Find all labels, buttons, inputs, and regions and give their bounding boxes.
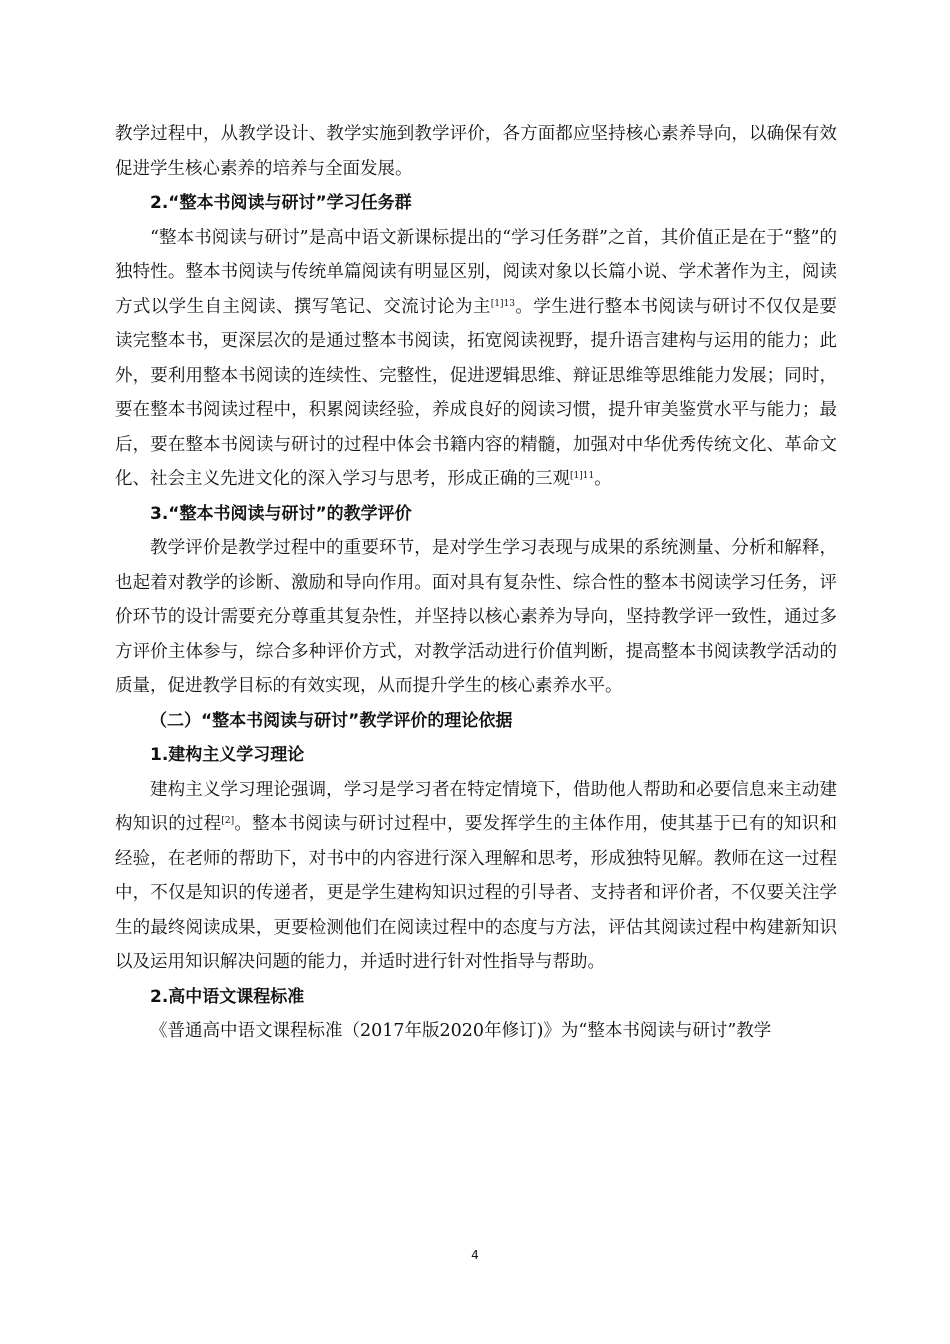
page-number: 4: [471, 1248, 479, 1262]
heading-2: 2.“整本书阅读与研讨”学习任务群: [150, 193, 412, 213]
text-run: 。学生进行整本书阅读与研讨不仅仅是要读完整本书，更深层次的是通过整本书阅读，拓宽阅读视野，提升语言建构与运用的能力；此外，要利用整本书阅读的连续性、完整性，促进逻辑思维、辩证思维等思维能力发展；同时，要在整本书阅读过程中，积累阅读经验，养成良好的阅读习惯，提升审美鉴赏水平与能力；最后，要在整本书阅读与研讨的过程中体会书籍内容的精髓，加强对中华优秀传统文化、革命文化、社会主义先进文化的深入学习与思考，形成正确的三观: [115, 296, 838, 489]
paragraph-curriculum-standard: 《普通高中语文课程标准（2017年版2020年修订)》为“整本书阅读与研讨”教学: [150, 1021, 772, 1041]
text-run: 。整本书阅读与研讨过程中，要发挥学生的主体作用，使其基于已有的知识和经验，在老师的帮助下，对书中的内容进行深入理解和思考，形成独特见解。教师在这一过程中，不仅是知识的传递者，更是学生建构知识过程的引导者、支持者和评价者，不仅要关注学生的最终阅读成果，更要检测他们在阅读过程中的态度与方法，评估其阅读过程中构建新知识以及运用知识解决问题的能力，并适时进行针对性指导与帮助。: [115, 814, 838, 972]
text-run: 建构主义学习理论强调，学习是学习者在特定情境下，借助他人帮助和必要信息来主动建构知识的过程: [115, 779, 837, 834]
text-run: “整本书阅读与研讨”是高中语文新课标提出的“学习任务群”之首，其价值正是在于“整”的独特性。整本书阅读与传统单篇阅读有明显区别，阅读对象以长篇小说、学术著作为主，阅读方式以学生自主阅读、撰写笔记、交流讨论为主: [115, 227, 837, 317]
paragraph-constructivism: [115, 773, 837, 980]
subheading-curriculum-standard: 2.高中语文课程标准: [150, 986, 305, 1007]
section-heading: （二）“整本书阅读与研讨”教学评价的理论依据: [150, 710, 513, 731]
citation-ref: [1]11: [570, 471, 595, 481]
text-run: 。: [594, 469, 612, 489]
citation-ref: [1]13: [490, 298, 515, 309]
document-page: [115, 117, 837, 1049]
heading-3: 3.“整本书阅读与研讨”的教学评价: [150, 503, 412, 524]
paragraph-evaluation: 教学评价是教学过程中的重要环节，是对学生学习表现与成果的系统测量、分析和解释，也起着对教学的诊断、激励和导向作用。面对具有复杂性、综合性的整本书阅读学习任务，评价环节的设计需要充分尊重其复杂性，并坚持以核心素养为导向，坚持教学评一致性，通过多方评价主体参与，综合多种评价方式，对教学活动进行价值判断，提高整本书阅读教学活动的质量，促进教学目标的有效实现，从而提升学生的核心素养水平。: [115, 538, 837, 696]
paragraph-task-group: [115, 221, 837, 497]
paragraph-continued: 教学过程中，从教学设计、教学实施到教学评价，各方面都应坚持核心素养导向，以确保有效促进学生核心素养的培养与全面发展。: [115, 124, 837, 179]
subheading-constructivism: 1.建构主义学习理论: [150, 745, 305, 765]
citation-ref: [2]: [221, 816, 235, 826]
